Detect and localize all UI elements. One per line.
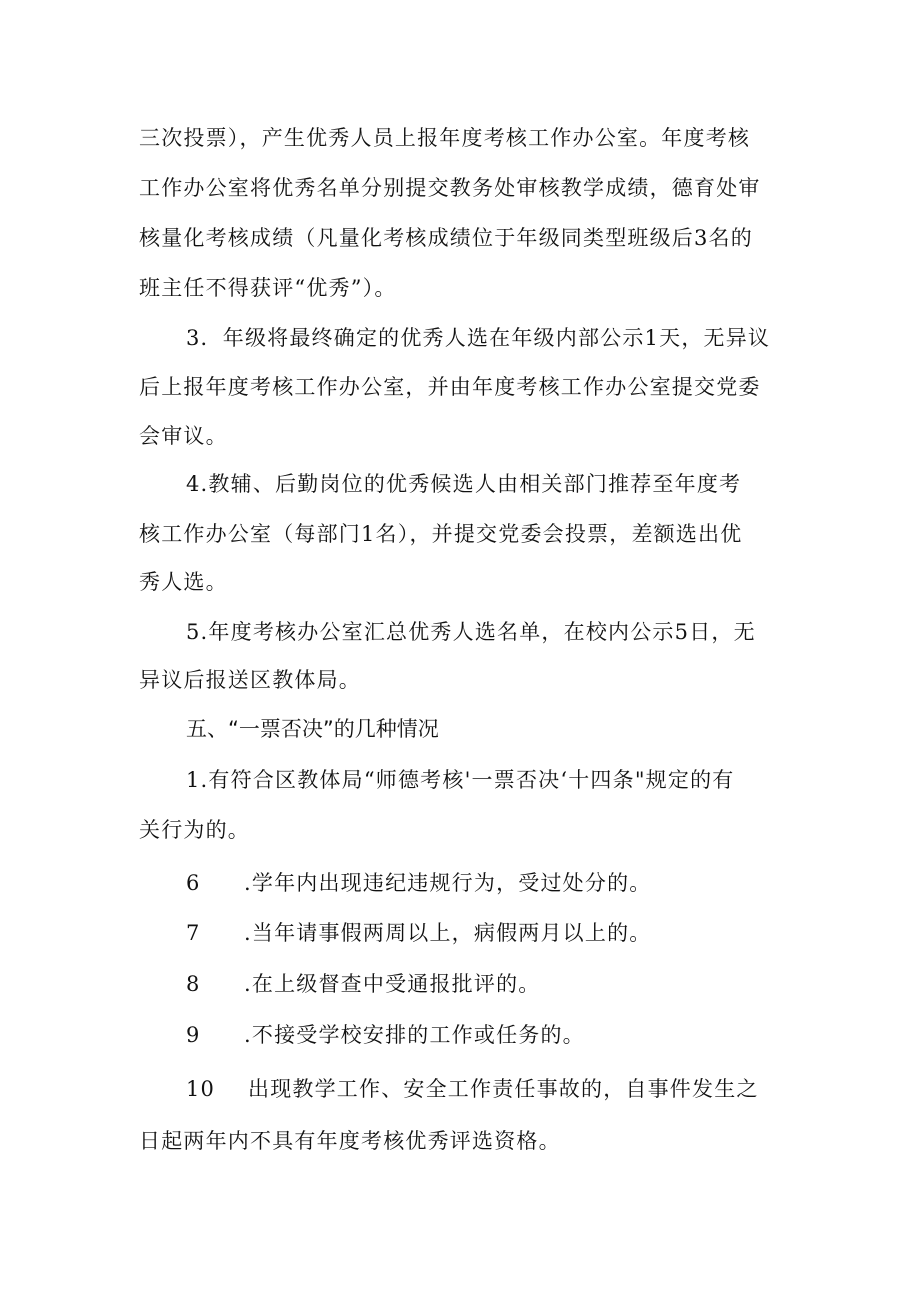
paragraph-line: 会审议。 [139,424,228,448]
list-item-text: .学年内出现违纪违规行为，受过处分的。 [244,871,652,895]
list-item [186,920,836,946]
paragraph-line: 异议后报送区教体局。 [139,668,361,692]
list-item-number: 7 [186,921,201,945]
paragraph-line: 3．年级将最终确定的优秀人选在年级内部公示1天，无异议 [186,326,771,350]
paragraph-line: 日起两年内不具有年度考核优秀评选资格。 [139,1129,561,1153]
list-item-number: 8 [186,972,201,996]
paragraph-line: 后上报年度考核工作办公室，并由年度考核工作办公室提交党委 [139,375,761,399]
list-item-text: 出现教学工作、安全工作责任事故的，自事件发生之 [248,1077,759,1101]
paragraph-line: 核量化考核成绩（凡量化考核成绩位于年级同类型班级后3名的 [139,226,753,250]
paragraph-line: 1.有符合区教体局“师德考核'一票否决‘十四条"规定的有 [186,768,735,792]
list-item [186,870,836,896]
list-item [186,971,836,997]
paragraph-line: 三次投票），产生优秀人员上报年度考核工作办公室。年度考核 [139,126,751,150]
paragraph-line: 秀人选。 [139,570,228,594]
list-item-number: 10 [186,1077,216,1101]
paragraph-line: 工作办公室将优秀名单分别提交教务处审核教学成绩，德育处审 [139,176,761,200]
paragraph-line: 核工作办公室（每部门1名），并提交党委会投票，差额选出优 [139,522,743,546]
list-item [186,1076,836,1102]
list-item-number: 6 [186,871,201,895]
section-heading: 五、“一票否决”的几种情况 [186,717,439,741]
list-item [186,1022,836,1048]
list-item-number: 9 [186,1023,201,1047]
paragraph-line: 关行为的。 [139,818,250,842]
paragraph-line: 班主任不得获评“优秀”）。 [139,276,397,300]
list-item-text: .不接受学校安排的工作或任务的。 [244,1023,585,1047]
paragraph-line: 4.教辅、后勤岗位的优秀候选人由相关部门推荐至年度考 [186,472,742,496]
list-item-text: .在上级督查中受通报批评的。 [244,972,541,996]
paragraph-line: 5.年度考核办公室汇总优秀人选名单，在校内公示5日，无 [186,620,756,644]
list-item-text: .当年请事假两周以上，病假两月以上的。 [244,921,652,945]
